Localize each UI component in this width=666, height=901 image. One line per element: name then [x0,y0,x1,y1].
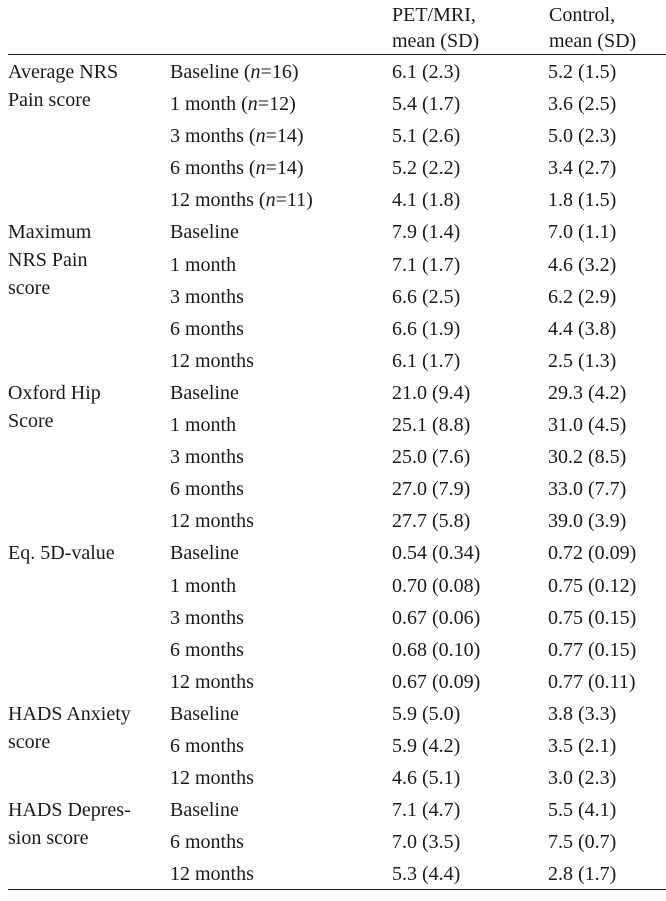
measure-label-line: HADS Depres- [8,799,131,822]
n-value: 14 [276,157,297,180]
time-point [170,764,392,796]
measure-label-line: Maximum [8,221,92,244]
table-row [8,700,666,732]
control-value: 4.6 (3.2) [548,253,617,276]
control-value: 31.0 (4.5) [548,414,627,437]
pet-mri-value: 25.0 (7.6) [392,446,471,469]
measure-label [8,539,170,699]
time-label: 6 months [170,831,244,854]
header-control [549,2,636,54]
time-point: Baseline (n=16) [170,61,299,83]
pet-mri-value: 6.6 (1.9) [392,317,461,340]
measure-label-line: Average NRS [8,61,119,83]
n-value: 16 [271,61,292,83]
time-point [170,475,392,507]
time-point [170,347,392,379]
time-point: 6 months (n=14) [170,157,304,180]
measure-label-line: sion score [8,827,89,850]
measure-label [8,700,170,796]
control-value: 7.5 (0.7) [548,831,617,854]
n-symbol: n [255,125,266,148]
pet-mri-value: 25.1 (8.8) [392,414,471,437]
time-label: 12 months [170,510,254,533]
control-value: 0.77 (0.15) [548,638,637,661]
header-pet-mri-line2: mean (SD) [392,30,480,52]
measure-label [8,379,170,539]
time-label: 3 months [170,606,244,629]
time-label: Baseline [170,702,239,725]
time-point [170,668,392,700]
time-label: Baseline [170,542,239,565]
control-value: 6.2 (2.9) [548,285,617,308]
control-value: 39.0 (3.9) [548,510,627,533]
time-label: Baseline [170,221,239,244]
pet-mri-value: 5.9 (4.2) [392,734,461,757]
n-symbol: n [247,93,258,116]
time-point [170,379,392,411]
control-value: 33.0 (7.7) [548,478,627,501]
pet-mri-value: 7.1 (1.7) [392,253,461,276]
time-point [170,507,392,539]
table-row [8,218,666,250]
time-label: 3 months [170,125,244,148]
time-point [170,443,392,475]
time-label: 3 months [170,446,244,469]
control-value: 0.77 (0.11) [548,670,636,693]
table-row [8,796,666,828]
time-point [170,604,392,636]
control-value: 5.2 (1.5) [548,61,617,83]
control-value: 2.5 (1.3) [548,349,617,372]
control-value: 29.3 (4.2) [548,381,627,404]
time-label: 6 months [170,317,244,340]
pet-mri-value: 0.68 (0.10) [392,638,481,661]
header-control-line1: Control, [549,4,616,26]
measure-label-line: Pain score [8,89,91,111]
control-value: 3.5 (2.1) [548,734,617,757]
pet-mri-value: 0.67 (0.06) [392,606,481,629]
time-point [170,539,392,571]
time-label: 12 months [170,863,254,886]
time-label: 12 months [170,349,254,372]
n-symbol: n [250,61,261,83]
table-row [8,379,666,411]
header-rule [8,54,666,55]
pet-mri-value: 6.1 (1.7) [392,349,461,372]
control-value: 3.0 (2.3) [548,767,617,790]
bottom-rule [8,889,666,890]
time-point: 1 month (n=12) [170,93,296,116]
measure-label [8,218,170,378]
time-label: 6 months [170,734,244,757]
measure-label-line: Oxford Hip [8,381,101,404]
time-label: 12 months [170,189,254,212]
header-pet-mri-line1: PET/MRI, [392,4,476,26]
time-point [170,796,392,828]
time-label: 3 months [170,285,244,308]
control-value: 3.6 (2.5) [548,93,617,116]
table-header [0,0,666,54]
control-value: 30.2 (8.5) [548,446,627,469]
time-label: 6 months [170,478,244,501]
time-point [170,283,392,315]
table-row [8,58,666,90]
time-label: 1 month [170,253,237,276]
control-value: 3.8 (3.3) [548,702,617,725]
time-point [170,218,392,250]
time-point: 3 months (n=14) [170,125,304,148]
time-point: 12 months (n=11) [170,189,313,212]
pet-mri-value: 0.54 (0.34) [392,542,481,565]
pet-mri-value: 7.1 (4.7) [392,799,461,822]
time-point [170,860,392,892]
pet-mri-value: 6.6 (2.5) [392,285,461,308]
pet-mri-value: 6.1 (2.3) [392,61,461,83]
n-symbol: n [265,189,276,212]
control-value: 0.75 (0.12) [548,574,637,597]
time-label: Baseline [170,61,239,83]
measure-label-line: score [8,277,51,300]
pet-mri-value: 27.7 (5.8) [392,510,471,533]
pet-mri-value: 5.9 (5.0) [392,702,461,725]
control-value: 3.4 (2.7) [548,157,617,180]
results-table-body [8,58,666,892]
header-pet-mri [392,2,479,54]
measure-label-line: score [8,730,51,753]
time-point [170,700,392,732]
measure-label [8,796,170,892]
time-point [170,411,392,443]
time-label: 12 months [170,767,254,790]
control-value: 5.0 (2.3) [548,125,617,148]
pet-mri-value: 4.6 (5.1) [392,767,461,790]
n-symbol: n [255,157,266,180]
control-value: 5.5 (4.1) [548,799,617,822]
pet-mri-value: 27.0 (7.9) [392,478,471,501]
results-table [8,58,666,892]
time-label: Baseline [170,799,239,822]
pet-mri-value: 7.9 (1.4) [392,221,461,244]
pet-mri-value: 4.1 (1.8) [392,189,461,212]
time-label: 1 month [170,574,237,597]
time-point [170,828,392,860]
pet-mri-value: 5.1 (2.6) [392,125,461,148]
pet-mri-value: 5.2 (2.2) [392,157,461,180]
table-row [8,539,666,571]
time-label: 1 month [170,93,237,116]
control-value: 4.4 (3.8) [548,317,617,340]
time-label: 1 month [170,414,237,437]
pet-mri-value: 7.0 (3.5) [392,831,461,854]
control-value: 0.72 (0.09) [548,542,637,565]
header-control-line2: mean (SD) [549,30,637,52]
control-value: 7.0 (1.1) [548,221,617,244]
control-value: 1.8 (1.5) [548,189,617,212]
time-point [170,251,392,283]
measure-label-line: Score [8,409,54,432]
n-value: 11 [286,189,307,212]
time-label: 12 months [170,670,254,693]
time-label: 6 months [170,638,244,661]
measure-label [8,58,170,218]
measure-label-line: HADS Anxiety [8,702,131,725]
pet-mri-value: 5.4 (1.7) [392,93,461,116]
time-point [170,572,392,604]
pet-mri-value: 0.67 (0.09) [392,670,481,693]
time-point [170,636,392,668]
pet-mri-value: 5.3 (4.4) [392,863,461,886]
control-value: 2.8 (1.7) [548,863,617,886]
pet-mri-value: 0.70 (0.08) [392,574,481,597]
pet-mri-value: 21.0 (9.4) [392,381,471,404]
time-label: 6 months [170,157,244,180]
time-point [170,315,392,347]
n-value: 12 [269,93,290,116]
measure-label-line: Eq. 5D-value [8,542,115,565]
measure-label-line: NRS Pain [8,249,88,272]
control-value: 0.75 (0.15) [548,606,637,629]
time-point [170,732,392,764]
time-label: Baseline [170,381,239,404]
n-value: 14 [276,125,297,148]
